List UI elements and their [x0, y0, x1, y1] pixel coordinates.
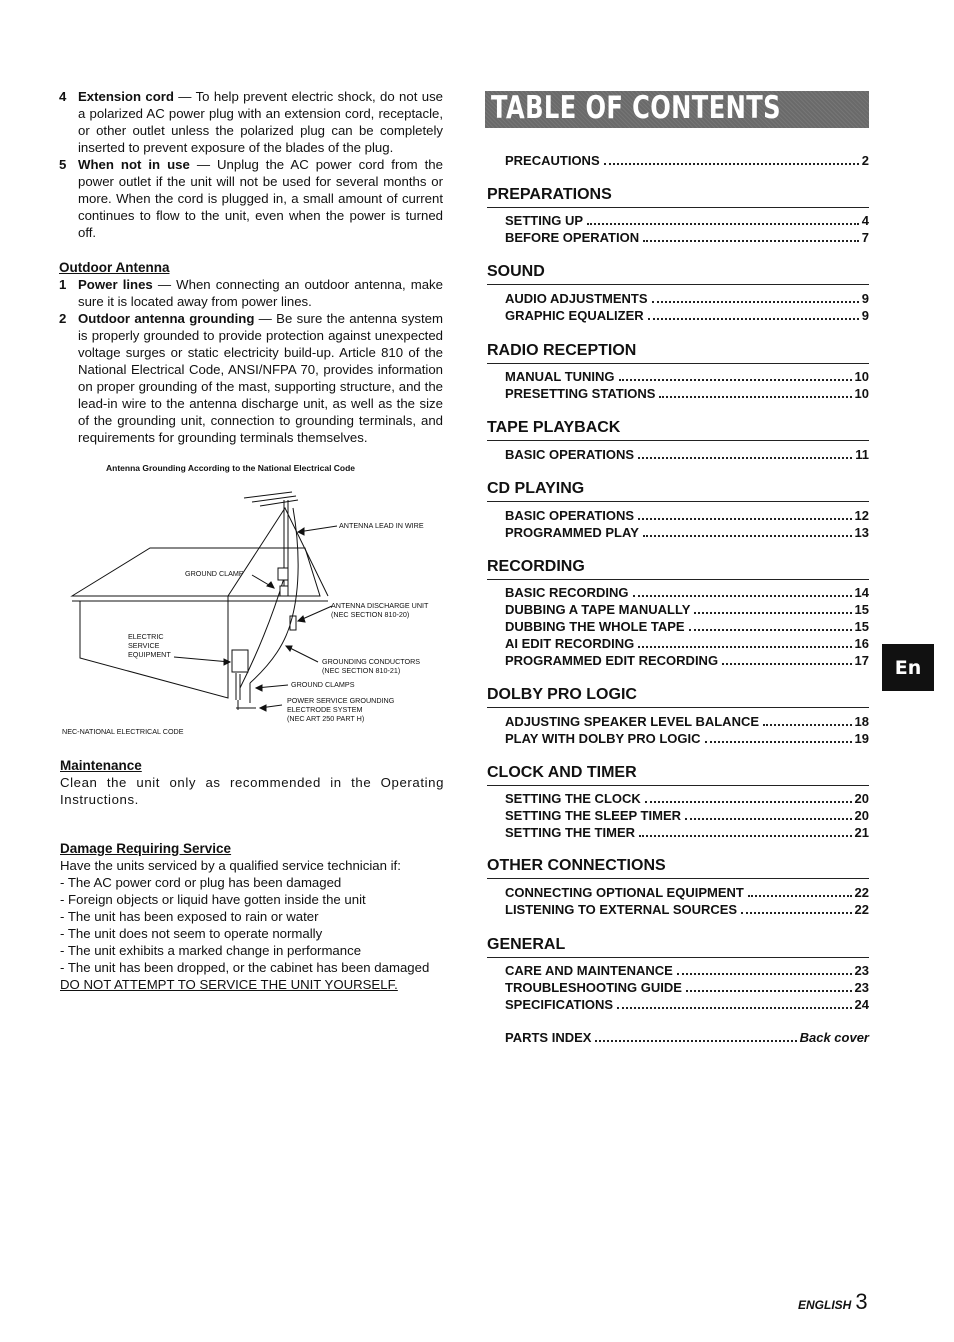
toc-entry-label: BEFORE OPERATION — [505, 230, 640, 245]
leader-dots — [619, 379, 852, 381]
toc-entry-label: AI EDIT RECORDING — [505, 636, 635, 651]
leader-dots — [722, 663, 851, 665]
outdoor-antenna-heading: Outdoor Antenna — [59, 260, 170, 275]
toc-entry-page: 10 — [854, 369, 869, 384]
item-number: 4 — [59, 89, 67, 104]
toc-entry-label: PROGRAMMED EDIT RECORDING — [505, 653, 719, 668]
list-item: - The AC power cord or plug has been damaged — [60, 875, 342, 890]
toc-section-heading: PREPARATIONS — [487, 186, 869, 208]
item-number: 1 — [59, 277, 67, 292]
toc-entry-label: CARE AND MAINTENANCE — [505, 963, 673, 978]
leader-dots — [587, 223, 859, 225]
toc-entry-page: 22 — [854, 885, 869, 900]
toc-entry — [505, 731, 869, 748]
list-item: - The unit does not seem to operate normally — [60, 926, 323, 941]
toc-entry-label: LISTENING TO EXTERNAL SOURCES — [505, 902, 738, 917]
toc-entry-label: PLAY WITH DOLBY PRO LOGIC — [505, 731, 701, 746]
toc-entry-label: SPECIFICATIONS — [505, 997, 614, 1012]
toc-entry-label: PRECAUTIONS — [505, 153, 600, 168]
list-item: - The unit exhibits a marked change in performance — [60, 943, 362, 958]
list-item — [59, 310, 443, 446]
toc-entry-label: SETTING THE CLOCK — [505, 791, 641, 806]
leader-dots — [639, 835, 852, 837]
toc-section-heading: TAPE PLAYBACK — [487, 419, 869, 441]
list-item: - The unit has been exposed to rain or water — [60, 909, 319, 924]
toc-entry-label: ADJUSTING SPEAKER LEVEL BALANCE — [505, 714, 760, 729]
toc-entry — [505, 963, 869, 980]
toc-entry-label: BASIC RECORDING — [505, 585, 629, 600]
toc-entry — [505, 447, 869, 464]
toc-entry-label: DUBBING A TAPE MANUALLY — [505, 602, 691, 617]
leader-dots — [677, 973, 852, 975]
item-lead: When not in use — [78, 157, 190, 172]
toc-entry — [505, 791, 869, 808]
label-discharge-section: (NEC SECTION 810-20) — [331, 610, 410, 619]
toc-entry-label: TROUBLESHOOTING GUIDE — [505, 980, 682, 995]
leader-dots — [763, 724, 852, 726]
toc-entry — [505, 291, 869, 308]
damage-warning: DO NOT ATTEMPT TO SERVICE THE UNIT YOURSELF. — [60, 977, 398, 992]
label-ground-clamp: GROUND CLAMP — [185, 569, 244, 578]
toc-entry — [505, 714, 869, 731]
toc-entry-label: BASIC OPERATIONS — [505, 508, 635, 523]
toc-section-heading: DOLBY PRO LOGIC — [487, 686, 869, 708]
toc-section-heading: RADIO RECEPTION — [487, 342, 869, 364]
toc-entry-label: CONNECTING OPTIONAL EQUIPMENT — [505, 885, 744, 900]
toc-entry-page: 17 — [854, 653, 869, 668]
leader-dots — [617, 1007, 851, 1009]
item-number: 2 — [59, 311, 67, 326]
item-lead: Outdoor antenna grounding — [78, 311, 255, 326]
label-equipment: EQUIPMENT — [128, 650, 171, 659]
leader-dots — [643, 535, 852, 537]
label-electric: ELECTRIC — [128, 632, 164, 641]
toc-entry-label: SETTING UP — [505, 213, 584, 228]
toc-entry-page: 2 — [861, 153, 869, 168]
toc-entry-page: 12 — [854, 508, 869, 523]
toc-entry-page: 15 — [854, 619, 869, 634]
label-lead-in: ANTENNA LEAD IN WIRE — [339, 521, 424, 530]
safety-instructions — [59, 88, 443, 446]
toc-entry-page: 13 — [854, 525, 869, 540]
list-item — [59, 276, 443, 310]
label-nec-art: (NEC ART 250 PART H) — [287, 714, 365, 723]
toc-entry-page: 24 — [854, 997, 869, 1012]
item-text: — Be sure the antenna system is properly grounded to provide protection against unexpected voltage surges or static electricity build-up. Article 810 of the National Electrical Code, ANSI/NFPA 70, provides information on proper grounding of the mast, supporting structure, and the lead-in wire to the antenna discharge unit, as well as the size of the grounding unit, connection to grounding terminals, and requirements for grounding terminals themselves. — [78, 311, 443, 445]
toc-entry-page: 18 — [854, 714, 869, 729]
toc-entry — [505, 885, 869, 902]
leader-dots — [741, 912, 851, 914]
diagram-title: Antenna Grounding According to the National Electrical Code — [106, 463, 356, 473]
leader-dots — [748, 895, 852, 897]
leader-dots — [645, 801, 852, 803]
toc-entry-label: MANUAL TUNING — [505, 369, 615, 384]
toc-entry-page: 23 — [854, 963, 869, 978]
toc-entry — [505, 997, 869, 1014]
toc-entry-page: 7 — [861, 230, 869, 245]
toc-entry-page: 23 — [854, 980, 869, 995]
toc-entry-label: SETTING THE TIMER — [505, 825, 635, 840]
toc-entry-page: 16 — [854, 636, 869, 651]
toc-entry-label: PARTS INDEX — [505, 1030, 592, 1045]
leader-dots — [659, 396, 851, 398]
leader-dots — [638, 457, 852, 459]
item-text: — When connecting an outdoor antenna, make sure it is located away from power lines. — [78, 277, 443, 309]
toc-section-heading: CD PLAYING — [487, 480, 869, 502]
list-item — [59, 156, 443, 241]
toc-section-heading: SOUND — [487, 263, 869, 285]
leader-dots — [638, 646, 851, 648]
toc-entry — [505, 636, 869, 653]
toc-entry-label: PRESETTING STATIONS — [505, 386, 656, 401]
item-text: — To help prevent electric shock, do not use a polarized AC power plug with an extension cord, receptacle, or other outlet unless the polarized plug can be completely inserted to prevent exposure of the blades of the plug. — [78, 89, 444, 155]
toc-entry — [505, 602, 869, 619]
toc-entry-page: 14 — [854, 585, 869, 600]
toc-entry-page: 10 — [854, 386, 869, 401]
page-footer — [798, 1289, 868, 1315]
toc-entry-page: 21 — [854, 825, 869, 840]
damage-intro: Have the units serviced by a qualified service technician if: — [60, 858, 401, 873]
toc-entry-label: PROGRAMMED PLAY — [505, 525, 639, 540]
maintenance-section — [60, 757, 444, 808]
toc-section-heading: CLOCK AND TIMER — [487, 764, 869, 786]
toc-entry-page: 20 — [854, 791, 869, 806]
toc-entry — [505, 653, 869, 670]
leader-dots — [686, 990, 852, 992]
maintenance-text: Clean the unit only as recommended in the Operating Instructions. — [60, 775, 444, 807]
toc-entry — [505, 230, 869, 247]
toc-entry-page: 11 — [855, 447, 869, 462]
toc-entry — [505, 902, 869, 919]
item-lead: Extension cord — [78, 89, 174, 104]
label-conductors-section: (NEC SECTION 810-21) — [322, 666, 401, 675]
toc-entry — [505, 1030, 869, 1047]
leader-dots — [652, 301, 859, 303]
language-tab: En — [882, 644, 934, 691]
damage-section — [60, 840, 450, 993]
toc-entry — [505, 980, 869, 997]
toc-section-heading: RECORDING — [487, 558, 869, 580]
toc-section-heading: OTHER CONNECTIONS — [487, 857, 869, 879]
toc-entry-page: Back cover — [799, 1030, 869, 1045]
toc-entry-page: 4 — [861, 213, 869, 228]
footer-language: ENGLISH — [798, 1298, 852, 1312]
toc-entry — [505, 619, 869, 636]
toc-entry — [505, 386, 869, 403]
toc-entry — [505, 153, 869, 170]
toc-entry-page: 19 — [854, 731, 869, 746]
toc-entry — [505, 369, 869, 386]
item-text: — Unplug the AC power cord from the power outlet if the unit will not be used for several months or more. When the cord is plugged in, a small amount of current continues to flow to the unit, even when the power is turned off. — [78, 157, 443, 240]
toc-entry-label: GRAPHIC EQUALIZER — [505, 308, 644, 323]
toc-entry-page: 20 — [854, 808, 869, 823]
toc-entry — [505, 825, 869, 842]
toc-entry-label: DUBBING THE WHOLE TAPE — [505, 619, 685, 634]
item-number: 5 — [59, 157, 67, 172]
toc-entry — [505, 525, 869, 542]
leader-dots — [595, 1040, 796, 1042]
toc-entry — [505, 508, 869, 525]
leader-dots — [648, 318, 859, 320]
label-service: SERVICE — [128, 641, 160, 650]
toc-entry-page: 22 — [854, 902, 869, 917]
leader-dots — [643, 240, 859, 242]
toc-title: TABLE OF CONTENTS — [491, 90, 781, 126]
maintenance-heading: Maintenance — [60, 758, 142, 773]
list-item: - Foreign objects or liquid have gotten inside the unit — [60, 892, 366, 907]
toc-section-heading: GENERAL — [487, 936, 869, 958]
leader-dots — [689, 629, 852, 631]
toc-entry — [505, 808, 869, 825]
label-power-service: POWER SERVICE GROUNDING — [287, 696, 395, 705]
label-nec: NEC-NATIONAL ELECTRICAL CODE — [62, 727, 184, 736]
leader-dots — [685, 818, 852, 820]
toc-entry-page: 9 — [861, 291, 869, 306]
toc-entry-label: BASIC OPERATIONS — [505, 447, 635, 462]
toc-entry — [505, 308, 869, 325]
toc-entry-page: 9 — [861, 308, 869, 323]
toc-entry-label: SETTING THE SLEEP TIMER — [505, 808, 682, 823]
toc-entry — [505, 213, 869, 230]
label-discharge: ANTENNA DISCHARGE UNIT — [331, 601, 429, 610]
list-item: - The unit has been dropped, or the cabinet has been damaged — [60, 960, 430, 975]
toc-entry-page: 15 — [854, 602, 869, 617]
leader-dots — [638, 518, 851, 520]
item-lead: Power lines — [78, 277, 153, 292]
damage-heading: Damage Requiring Service — [60, 841, 232, 856]
list-item — [59, 88, 443, 156]
label-electrode-system: ELECTRODE SYSTEM — [287, 705, 363, 714]
leader-dots — [604, 163, 859, 165]
label-ground-clamps: GROUND CLAMPS — [291, 680, 355, 689]
toc-entry — [505, 585, 869, 602]
antenna-grounding-diagram — [60, 478, 450, 743]
page-number: 3 — [855, 1289, 868, 1314]
leader-dots — [633, 595, 852, 597]
label-grounding-conductors: GROUNDING CONDUCTORS — [322, 657, 421, 666]
leader-dots — [694, 612, 851, 614]
toc-entry-label: AUDIO ADJUSTMENTS — [505, 291, 648, 306]
leader-dots — [705, 741, 852, 743]
table-of-contents — [487, 0, 869, 1100]
